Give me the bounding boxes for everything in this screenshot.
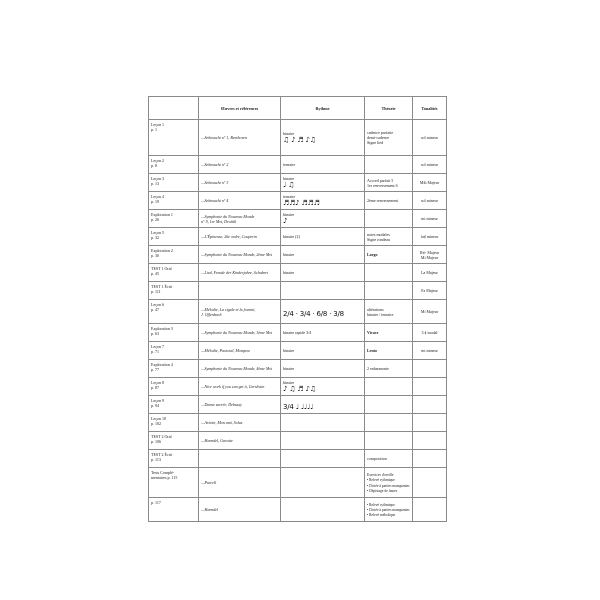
- key-cell: [413, 174, 447, 192]
- lesson-cell-text: Leçon 10 p. 102: [151, 416, 166, 426]
- theory-cell: [365, 342, 413, 360]
- lesson-cell-text: Leçon 6 p. 47: [151, 302, 164, 312]
- rhythm-cell: [281, 432, 365, 450]
- rhythm-cell: [281, 174, 365, 192]
- theory-cell: [365, 396, 413, 414]
- theory-cell-text: cadence parfaite demi-cadence Signe lied: [367, 130, 394, 145]
- rhythm-cell: [281, 246, 365, 264]
- work-cell: [199, 300, 281, 324]
- theory-cell: [365, 156, 413, 174]
- key-cell: [413, 300, 447, 324]
- work-cell: [199, 192, 281, 210]
- work-cell-text: —Sehnsucht n° 3: [201, 180, 229, 185]
- header-theory: Théorie: [365, 97, 413, 120]
- key-cell-text: 3 ♯ modal: [421, 330, 438, 335]
- key-cell: [413, 342, 447, 360]
- rhythm-cell-text: binaire: [283, 252, 295, 257]
- lesson-cell: [149, 498, 199, 522]
- theory-cell-text: notes modales Signe rondeau: [367, 231, 390, 242]
- key-cell: [413, 120, 447, 156]
- rhythm-cell-text: binaire: [283, 380, 295, 385]
- header-row: [149, 97, 447, 120]
- key-cell-text: mi mineur: [421, 348, 438, 353]
- rhythm-cell: [281, 156, 365, 174]
- lesson-cell: [149, 192, 199, 210]
- work-cell-text: —Haendel: [201, 507, 219, 512]
- lesson-cell: [149, 210, 199, 228]
- key-cell: [413, 396, 447, 414]
- table-row: [149, 264, 447, 282]
- theory-cell: [365, 120, 413, 156]
- header-rhythm: Rythme: [281, 97, 365, 120]
- table-row: [149, 120, 447, 156]
- lesson-cell: [149, 246, 199, 264]
- header-keys: Tonalités: [413, 97, 447, 120]
- key-cell: [413, 414, 447, 432]
- theory-cell: [365, 246, 413, 264]
- key-cell-text: Mi Majeur: [420, 309, 439, 314]
- table-row: [149, 156, 447, 174]
- work-cell-text: —Danse sacrée, Debussy: [201, 402, 242, 407]
- table-row: [149, 282, 447, 300]
- lesson-cell: [149, 378, 199, 396]
- theory-cell: [365, 468, 413, 498]
- work-cell-text: —Sehnsucht n° 2: [201, 162, 229, 167]
- rhythm-cell: [281, 396, 365, 414]
- rhythm-cell-text: binaire: [283, 348, 295, 353]
- rhythm-cell: [281, 210, 365, 228]
- lesson-cell-text: TEST 2 Écrit p. 113: [151, 452, 173, 462]
- curriculum-table: [148, 96, 447, 522]
- table-row: [149, 360, 447, 378]
- key-cell: [413, 246, 447, 264]
- table-row: [149, 246, 447, 264]
- theory-cell-text: Accord parfait 5 1er renversement 6: [367, 177, 398, 188]
- lesson-cell-text: Leçon 5 p. 32: [151, 230, 164, 240]
- table-row: [149, 432, 447, 450]
- key-cell: [413, 324, 447, 342]
- theory-cell: [365, 264, 413, 282]
- theory-cell-text: 2ème renversement: [367, 198, 399, 203]
- key-cell: [413, 192, 447, 210]
- rhythm-notation: 3/4 ♩ ♩♩♩♩: [283, 403, 314, 411]
- work-cell: [199, 156, 281, 174]
- theory-cell: [365, 324, 413, 342]
- work-cell: [199, 324, 281, 342]
- lesson-cell-text: Tests Complé- mentaires p. 115: [151, 470, 178, 480]
- lesson-cell-text: Leçon 3 p. 13: [151, 176, 164, 186]
- lesson-cell-text: Leçon 7 p. 71: [151, 344, 164, 354]
- key-cell: [413, 282, 447, 300]
- rhythm-notation: ♪ ♫ ♬ ♪♫: [283, 385, 316, 393]
- theory-cell-text: 2 enharmonie: [367, 366, 389, 371]
- rhythm-cell: [281, 264, 365, 282]
- theory-cell: [365, 174, 413, 192]
- rhythm-notation: ♬♬♪ ♬♬♬: [283, 199, 320, 207]
- work-cell: [199, 468, 281, 498]
- theory-cell: [365, 192, 413, 210]
- theory-cell: [365, 432, 413, 450]
- work-cell-text: —Ariette, Mon ami, Solas: [201, 420, 243, 425]
- theory-cell: [365, 360, 413, 378]
- theory-cell-text: Lento: [367, 348, 377, 353]
- key-cell: [413, 498, 447, 522]
- rhythm-cell-text: binaire: [283, 131, 295, 136]
- work-cell-text: —Symphonie du Nouveau Monde n° 9, 1er Mvt, Dvořák: [201, 213, 255, 224]
- key-cell: [413, 432, 447, 450]
- header-lesson: [149, 97, 199, 120]
- work-cell: [199, 342, 281, 360]
- work-cell-text: —Haendel, Gavotte: [201, 438, 233, 443]
- rhythm-cell: [281, 360, 365, 378]
- table-row: [149, 228, 447, 246]
- work-cell: [199, 414, 281, 432]
- rhythm-cell: [281, 300, 365, 324]
- work-cell: [199, 228, 281, 246]
- work-cell-text: —Lied, Freude der Kinderjahre, Schubert: [201, 270, 269, 275]
- rhythm-cell-text: binaire: [283, 212, 295, 217]
- theory-cell: [365, 414, 413, 432]
- work-cell-text: —Symphonie du Nouveau Monde, 2ème Mvt: [201, 252, 273, 257]
- rhythm-notation: ♩ ♫: [283, 181, 295, 189]
- theory-cell: [365, 300, 413, 324]
- theory-cell: [365, 378, 413, 396]
- key-cell-text: Mib Majeur: [419, 180, 440, 185]
- work-cell-text: —L'Épineuse, 26e ordre, Couperin: [201, 234, 257, 239]
- lesson-cell-text: Leçon 4 p. 19: [151, 194, 164, 204]
- lesson-cell: [149, 228, 199, 246]
- key-cell-text: sol mineur: [421, 198, 438, 203]
- lesson-cell: [149, 300, 199, 324]
- work-cell-text: —Mélodie, Pastoral, Mompou: [201, 348, 250, 353]
- key-cell-text: Fa Majeur: [421, 288, 438, 293]
- rhythm-cell: [281, 378, 365, 396]
- rhythm-cell: [281, 498, 365, 522]
- header-works: Œuvres et références: [199, 97, 281, 120]
- work-cell: [199, 246, 281, 264]
- table-row: [149, 378, 447, 396]
- lesson-cell-text: Leçon 2 p. 8: [151, 158, 164, 168]
- table-row: [149, 192, 447, 210]
- table-row: [149, 414, 447, 432]
- rhythm-cell-text: binaire rapide 3/4: [283, 330, 312, 335]
- lesson-cell: [149, 450, 199, 468]
- key-cell-text: La Majeur: [421, 270, 438, 275]
- lesson-cell-text: Exploration 4 p. 77: [151, 362, 173, 372]
- rhythm-cell: [281, 120, 365, 156]
- work-cell-text: —Mélodie, La cigale et la fourmi, J. Offenbach: [201, 306, 256, 317]
- key-cell-text: fa♯ mineur: [420, 234, 439, 239]
- lesson-cell: [149, 432, 199, 450]
- lesson-cell: [149, 156, 199, 174]
- key-cell: [413, 156, 447, 174]
- work-cell: [199, 450, 281, 468]
- work-cell-text: —Purcell: [201, 480, 217, 485]
- work-cell: [199, 120, 281, 156]
- work-cell: [199, 378, 281, 396]
- work-cell-text: —Sehnsucht n° 1, Beethoven: [201, 135, 248, 140]
- key-cell: [413, 378, 447, 396]
- lesson-cell-text: p. 117: [151, 500, 161, 505]
- key-cell-text: Ré♭ Majeur Mi Majeur: [420, 249, 439, 260]
- work-cell-text: —Symphonie du Nouveau Monde, 3ème Mvt: [201, 330, 273, 335]
- work-cell: [199, 264, 281, 282]
- rhythm-cell-text: binaire: [283, 366, 295, 371]
- table-row: [149, 396, 447, 414]
- rhythm-cell: [281, 414, 365, 432]
- table-row: [149, 342, 447, 360]
- key-cell: [413, 264, 447, 282]
- rhythm-cell: [281, 324, 365, 342]
- rhythm-cell: [281, 468, 365, 498]
- key-cell-text: mi mineur: [421, 216, 438, 221]
- key-cell: [413, 468, 447, 498]
- theory-cell-text: altérations binaire / ternaire: [367, 306, 394, 317]
- lesson-cell-text: TEST 1 Oral p. 45: [151, 266, 172, 276]
- lesson-cell-text: TEST 2 Oral p. 106: [151, 434, 172, 444]
- work-cell-text: —Nice work if you can get it, Gershwin: [201, 384, 265, 389]
- lesson-cell-text: Leçon 9 p. 94: [151, 398, 164, 408]
- lesson-cell-text: Exploration 1 p. 26: [151, 212, 173, 222]
- work-cell: [199, 498, 281, 522]
- table-row: [149, 450, 447, 468]
- key-cell: [413, 210, 447, 228]
- rhythm-cell: [281, 228, 365, 246]
- rhythm-cell: [281, 342, 365, 360]
- lesson-cell: [149, 414, 199, 432]
- rhythm-cell-text: ternaire: [283, 162, 296, 167]
- theory-cell: [365, 498, 413, 522]
- theory-cell: [365, 228, 413, 246]
- key-cell: [413, 228, 447, 246]
- lesson-cell: [149, 324, 199, 342]
- lesson-cell: [149, 342, 199, 360]
- table-row: [149, 324, 447, 342]
- theory-cell: [365, 450, 413, 468]
- table-row: [149, 210, 447, 228]
- table-row: [149, 498, 447, 522]
- lesson-cell-text: Leçon 1 p. 1: [151, 122, 164, 132]
- rhythm-cell: [281, 450, 365, 468]
- lesson-cell-text: Leçon 8 p. 87: [151, 380, 164, 390]
- key-cell: [413, 450, 447, 468]
- key-cell-text: sol mineur: [421, 162, 438, 167]
- rhythm-cell-text: binaire (2): [283, 234, 300, 239]
- table-row: [149, 174, 447, 192]
- key-cell-text: sol mineur: [421, 135, 438, 140]
- work-cell: [199, 210, 281, 228]
- lesson-cell-text: Exploration 2 p. 30: [151, 248, 173, 258]
- work-cell: [199, 174, 281, 192]
- work-cell: [199, 432, 281, 450]
- theory-cell-text: composition: [367, 456, 387, 461]
- lesson-cell: [149, 396, 199, 414]
- rhythm-cell-text: binaire: [283, 176, 295, 181]
- rhythm-notation: ♪: [283, 217, 288, 225]
- lesson-cell: [149, 360, 199, 378]
- work-cell-text: —Sehnsucht n° 4: [201, 198, 229, 203]
- work-cell-text: —Symphonie du Nouveau Monde, 4ème Mvt: [201, 366, 273, 371]
- theory-cell-text: Largo: [367, 252, 378, 257]
- key-cell: [413, 360, 447, 378]
- rhythm-cell-text: binaire: [283, 270, 295, 275]
- rhythm-cell: [281, 192, 365, 210]
- lesson-cell-text: Exploration 3 p. 63: [151, 326, 173, 336]
- table-row: [149, 300, 447, 324]
- lesson-cell: [149, 282, 199, 300]
- theory-cell-text: • Relevé rythmique • Dictée à parties manquantes • Relevé mélodique: [367, 502, 410, 518]
- lesson-cell: [149, 120, 199, 156]
- work-cell: [199, 396, 281, 414]
- theory-cell: [365, 210, 413, 228]
- lesson-cell: [149, 468, 199, 498]
- lesson-cell: [149, 174, 199, 192]
- work-cell: [199, 282, 281, 300]
- rhythm-notation: ♫ ♪ ♬ ♪♫: [283, 136, 316, 144]
- rhythm-cell: [281, 282, 365, 300]
- rhythm-cell-text: ternaire: [283, 194, 296, 199]
- theory-cell: [365, 282, 413, 300]
- lesson-cell: [149, 264, 199, 282]
- rhythm-notation: 2/4 · 3/4 · 6/8 · 3/8: [283, 310, 344, 318]
- theory-cell-text: Exercices d'oreille • Relevé rythmique • Dictée à parties manquantes • Dépistage de fautes: [367, 473, 410, 493]
- lesson-cell-text: TEST 1 Écrit p. 111: [151, 284, 173, 294]
- theory-cell-text: Vivace: [367, 330, 379, 335]
- table-row: [149, 468, 447, 498]
- work-cell: [199, 360, 281, 378]
